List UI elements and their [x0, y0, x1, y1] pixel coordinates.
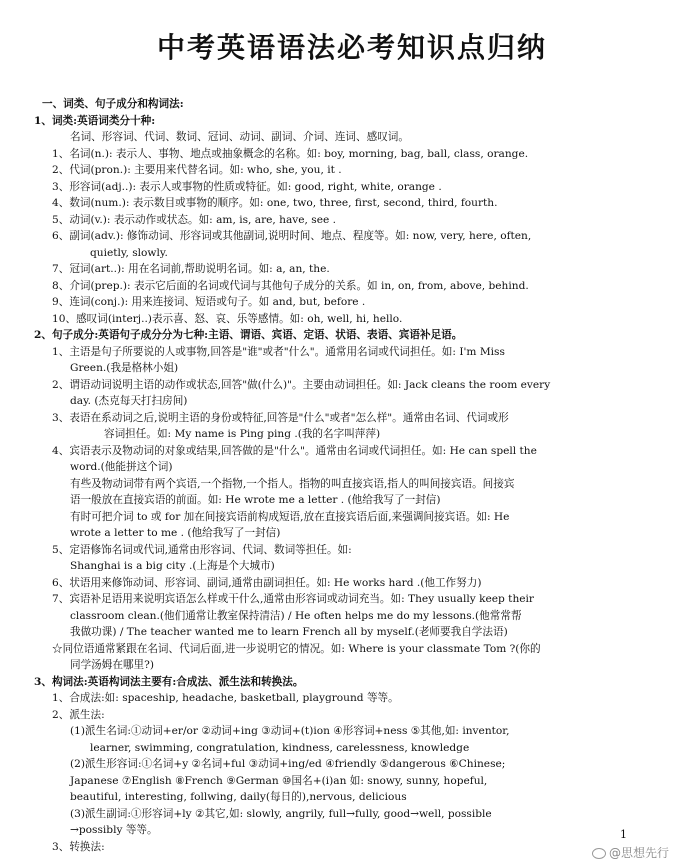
text-line: learner, swimming, congratulation, kindness, carelessness, knowledge: [90, 741, 470, 754]
text-line: Japanese ⑦English ⑧French ⑨German ⑩国名+(i)an 如: snowy, sunny, hopeful,: [70, 774, 488, 787]
text-line: 7、冠词(art..): 用在名词前,帮助说明名词。如: a, an, the.: [52, 263, 330, 275]
text-line: 9、连词(conj.): 用来连接词、短语或句子。如 and, but, before .: [52, 296, 366, 308]
weibo-icon: [592, 848, 606, 859]
text-line: day. (杰克每天打扫房间): [70, 395, 188, 407]
text-line: 3、形容词(adj..): 表示人或事物的性质或特征。如: good, right, white, orange .: [52, 180, 442, 193]
text-line: 6、副词(adv.): 修饰动词、形容词或其他副词,说明时间、地点、程度等。如: now, very, here, often,: [52, 230, 532, 242]
text-line: →possibly 等等。: [70, 824, 158, 836]
watermark-text: @思想先行: [609, 846, 670, 860]
text-line: 5、定语修饰名词或代词,通常由形容词、代词、数词等担任。如:: [52, 543, 352, 556]
text-line: 我做功课) / The teacher wanted me to learn French all by myself.(老师要我自学法语): [70, 626, 508, 638]
text-line: 容词担任。如: My name is Ping ping .(我的名字叫萍萍): [104, 428, 381, 440]
page-number: 1: [620, 828, 627, 841]
text-line: 10、感叹词(interj..)表示喜、怒、哀、乐等感情。如: oh, well, hi, hello.: [52, 312, 403, 325]
text-line: 有些及物动词带有两个宾语,一个指物,一个指人。指物的叫直接宾语,指人的叫间接宾语。间接宾: [70, 477, 515, 490]
text-line: 7、宾语补足语用来说明宾语怎么样或干什么,通常由形容词或动词充当。如: They usually keep their: [52, 593, 534, 605]
text-line: 1、词类:英语词类分十种:: [34, 114, 156, 127]
text-line: 3、表语在系动词之后,说明主语的身份或特征,回答是"什么"或者"怎么样"。通常由名词、代词或形: [52, 411, 509, 424]
text-line: 2、派生法:: [52, 708, 105, 721]
text-line: (1)派生名词:①动词+er/or ②动词+ing ③动词+(t)ion ④形容词+ness ⑤其他,如: inventor,: [70, 725, 510, 737]
text-line: 5、动词(v.): 表示动作或状态。如: am, is, are, have, see .: [52, 213, 336, 226]
text-line: quietly, slowly.: [90, 246, 168, 259]
text-line: 一、词类、句子成分和构词法:: [42, 98, 184, 110]
text-line: beautiful, interesting, follwing, daily(每日的),nervous, delicious: [70, 791, 407, 803]
text-line: 6、状语用来修饰动词、形容词、副词,通常由副词担任。如: He works hard .(他工作努力): [52, 576, 482, 589]
text-line: 2、句子成分:英语句子成分分为七种:主语、谓语、宾语、定语、状语、表语、宾语补足语。: [34, 329, 463, 341]
text-line: (3)派生副词:①形容词+ly ②其它,如: slowly, angrily, full→fully, good→well, possible: [70, 807, 492, 820]
watermark: [592, 844, 669, 861]
text-line: ☆同位语通常紧跟在名词、代词后面,进一步说明它的情况。如: Where is your classmate Tom ?(你的: [52, 642, 541, 655]
text-line: 1、合成法:如: spaceship, headache, basketball, playground 等等。: [52, 692, 399, 704]
text-line: wrote a letter to me . (他给我写了一封信): [70, 527, 281, 539]
text-line: 同学汤姆在哪里?): [70, 659, 154, 671]
text-line: Shanghai is a big city .(上海是个大城市): [70, 560, 275, 572]
text-line: Green.(我是格林小姐): [70, 362, 179, 374]
text-line: 1、主语是句子所要说的人或事物,回答是"谁"或者"什么"。通常用名词或代词担任。如: I'm Miss: [52, 345, 505, 358]
document-title: 中考英语语法必考知识点归纳: [156, 31, 547, 64]
text-line: 语一般放在直接宾语的前面。如: He wrote me a letter . (他给我写了一封信): [70, 494, 441, 506]
document-body: [32, 96, 672, 855]
text-line: 名词、形容词、代词、数词、冠词、动词、副词、介词、连词、感叹词。: [70, 131, 409, 143]
text-line: (2)派生形容词:①名词+y ②名词+ful ③动词+ing/ed ④friendly ⑤dangerous ⑥Chinese;: [70, 758, 506, 770]
text-line: 1、名词(n.): 表示人、事物、地点或抽象概念的名称。如: boy, morning, bag, ball, class, orange.: [52, 147, 529, 160]
text-line: word.(他能拼这个词): [70, 461, 173, 473]
text-line: 有时可把介词 to 或 for 加在间接宾语前构成短语,放在直接宾语后面,来强调间接宾语。如: He: [70, 510, 510, 523]
text-line: 3、构词法:英语构词法主要有:合成法、派生法和转换法。: [34, 675, 304, 688]
text-line: 3、转换法:: [52, 840, 105, 853]
text-line: 4、数词(num.): 表示数目或事物的顺序。如: one, two, three, first, second, third, fourth.: [52, 197, 498, 209]
text-line: 2、谓语动词说明主语的动作或状态,回答"做(什么)"。主要由动词担任。如: Jack cleans the room every: [52, 378, 551, 391]
text-line: 2、代词(pron.): 主要用来代替名词。如: who, she, you, it .: [52, 164, 342, 176]
text-line: 8、介词(prep.): 表示它后面的名词或代词与其他句子成分的关系。如 in, on, from, above, behind.: [52, 279, 529, 292]
text-line: 4、宾语表示及物动词的对象或结果,回答做的是"什么"。通常由名词或代词担任。如: He can spell the: [52, 444, 537, 457]
text-line: classroom clean.(他们通常让教室保持清洁) / He often helps me do my lessons.(他常常帮: [70, 609, 522, 622]
